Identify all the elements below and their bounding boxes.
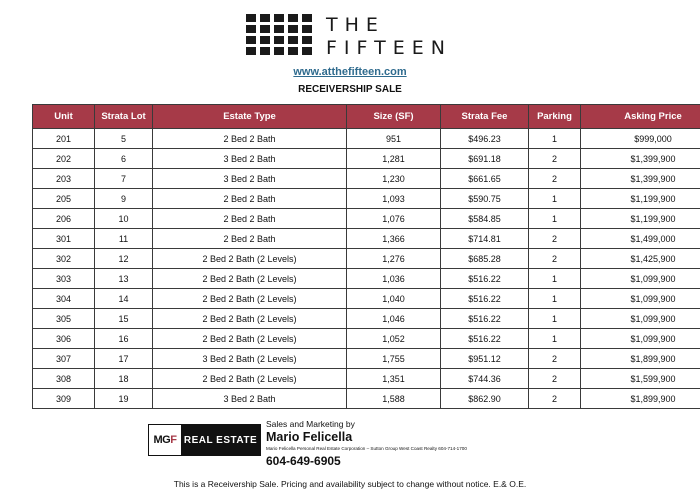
table-row bbox=[33, 349, 700, 369]
table-row bbox=[33, 289, 700, 309]
cell-size: 951 bbox=[347, 129, 441, 149]
cell-asking-price: $1,099,900 bbox=[581, 329, 700, 349]
cell-parking: 2 bbox=[529, 349, 581, 369]
table-row bbox=[33, 129, 700, 149]
cell-asking-price: $1,425,900 bbox=[581, 249, 700, 269]
cell-size: 1,366 bbox=[347, 229, 441, 249]
cell-size: 1,588 bbox=[347, 389, 441, 409]
cell-asking-price: $1,599,900 bbox=[581, 369, 700, 389]
header-unit: Unit bbox=[33, 105, 95, 129]
cell-strata-fee: $714.81 bbox=[441, 229, 529, 249]
mgf-mark bbox=[149, 425, 181, 455]
cell-strata-fee: $516.22 bbox=[441, 329, 529, 349]
cell-strata-fee: $862.90 bbox=[441, 389, 529, 409]
logo-line-1: THE bbox=[326, 14, 385, 36]
cell-strata-fee: $584.85 bbox=[441, 209, 529, 229]
cell-strata-lot: 5 bbox=[95, 129, 153, 149]
header-parking: Parking bbox=[529, 105, 581, 129]
cell-strata-lot: 17 bbox=[95, 349, 153, 369]
cell-parking: 2 bbox=[529, 229, 581, 249]
cell-parking: 1 bbox=[529, 329, 581, 349]
logo-grid-icon bbox=[246, 14, 312, 55]
cell-estate-type: 2 Bed 2 Bath (2 Levels) bbox=[153, 309, 347, 329]
table-row bbox=[33, 389, 700, 409]
logo-mg-text: MG bbox=[153, 434, 171, 446]
table-row bbox=[33, 189, 700, 209]
cell-strata-fee: $691.18 bbox=[441, 149, 529, 169]
cell-strata-fee: $685.28 bbox=[441, 249, 529, 269]
cell-strata-lot: 7 bbox=[95, 169, 153, 189]
cell-strata-fee: $516.22 bbox=[441, 309, 529, 329]
cell-size: 1,351 bbox=[347, 369, 441, 389]
cell-strata-lot: 18 bbox=[95, 369, 153, 389]
cell-parking: 1 bbox=[529, 189, 581, 209]
cell-unit: 202 bbox=[33, 149, 95, 169]
cell-size: 1,040 bbox=[347, 289, 441, 309]
the-fifteen-logo bbox=[246, 14, 452, 60]
cell-size: 1,036 bbox=[347, 269, 441, 289]
cell-strata-lot: 13 bbox=[95, 269, 153, 289]
cell-strata-lot: 6 bbox=[95, 149, 153, 169]
cell-unit: 308 bbox=[33, 369, 95, 389]
cell-unit: 201 bbox=[33, 129, 95, 149]
sales-marketing-label: Sales and Marketing by bbox=[266, 419, 355, 429]
real-estate-mark: REAL ESTATE bbox=[181, 425, 260, 455]
cell-estate-type: 2 Bed 2 Bath (2 Levels) bbox=[153, 249, 347, 269]
cell-size: 1,052 bbox=[347, 329, 441, 349]
document-title: RECEIVERSHIP SALE bbox=[298, 84, 402, 95]
cell-unit: 306 bbox=[33, 329, 95, 349]
cell-strata-fee: $661.65 bbox=[441, 169, 529, 189]
cell-strata-lot: 16 bbox=[95, 329, 153, 349]
cell-estate-type: 2 Bed 2 Bath (2 Levels) bbox=[153, 369, 347, 389]
cell-size: 1,046 bbox=[347, 309, 441, 329]
cell-estate-type: 2 Bed 2 Bath bbox=[153, 209, 347, 229]
header-estate-type: Estate Type bbox=[153, 105, 347, 129]
cell-size: 1,076 bbox=[347, 209, 441, 229]
cell-asking-price: $1,899,900 bbox=[581, 389, 700, 409]
cell-parking: 1 bbox=[529, 129, 581, 149]
website-link[interactable]: www.atthefifteen.com bbox=[293, 66, 407, 78]
cell-strata-fee: $951.12 bbox=[441, 349, 529, 369]
cell-estate-type: 2 Bed 2 Bath (2 Levels) bbox=[153, 289, 347, 309]
cell-estate-type: 3 Bed 2 Bath (2 Levels) bbox=[153, 349, 347, 369]
cell-unit: 203 bbox=[33, 169, 95, 189]
cell-unit: 206 bbox=[33, 209, 95, 229]
table-row bbox=[33, 329, 700, 349]
cell-unit: 303 bbox=[33, 269, 95, 289]
cell-estate-type: 3 Bed 2 Bath bbox=[153, 169, 347, 189]
cell-estate-type: 2 Bed 2 Bath bbox=[153, 129, 347, 149]
table-row bbox=[33, 249, 700, 269]
logo-line-2: FIFTEEN bbox=[326, 37, 452, 59]
table-row bbox=[33, 149, 700, 169]
cell-estate-type: 2 Bed 2 Bath (2 Levels) bbox=[153, 269, 347, 289]
cell-asking-price: $1,399,900 bbox=[581, 149, 700, 169]
cell-unit: 305 bbox=[33, 309, 95, 329]
cell-parking: 2 bbox=[529, 169, 581, 189]
cell-unit: 309 bbox=[33, 389, 95, 409]
table-row bbox=[33, 369, 700, 389]
cell-strata-fee: $516.22 bbox=[441, 289, 529, 309]
table-body bbox=[33, 129, 700, 409]
header-size: Size (SF) bbox=[347, 105, 441, 129]
cell-strata-lot: 9 bbox=[95, 189, 153, 209]
mgf-real-estate-logo bbox=[148, 424, 261, 456]
table-row bbox=[33, 209, 700, 229]
cell-unit: 205 bbox=[33, 189, 95, 209]
cell-strata-lot: 15 bbox=[95, 309, 153, 329]
header-strata-fee: Strata Fee bbox=[441, 105, 529, 129]
table-header-row bbox=[33, 105, 700, 129]
cell-parking: 1 bbox=[529, 289, 581, 309]
cell-strata-fee: $516.22 bbox=[441, 269, 529, 289]
cell-estate-type: 2 Bed 2 Bath bbox=[153, 229, 347, 249]
agent-phone[interactable]: 604-649-6905 bbox=[266, 454, 341, 468]
agent-name: Mario Felicella bbox=[266, 430, 353, 444]
cell-asking-price: $1,099,900 bbox=[581, 309, 700, 329]
cell-asking-price: $1,499,000 bbox=[581, 229, 700, 249]
cell-size: 1,276 bbox=[347, 249, 441, 269]
cell-strata-fee: $590.75 bbox=[441, 189, 529, 209]
cell-size: 1,281 bbox=[347, 149, 441, 169]
cell-parking: 1 bbox=[529, 209, 581, 229]
cell-asking-price: $1,199,900 bbox=[581, 209, 700, 229]
cell-asking-price: $1,899,900 bbox=[581, 349, 700, 369]
listings-table bbox=[32, 104, 700, 409]
cell-size: 1,093 bbox=[347, 189, 441, 209]
cell-estate-type: 2 Bed 2 Bath (2 Levels) bbox=[153, 329, 347, 349]
cell-size: 1,755 bbox=[347, 349, 441, 369]
cell-parking: 2 bbox=[529, 249, 581, 269]
cell-parking: 1 bbox=[529, 309, 581, 329]
table-row bbox=[33, 229, 700, 249]
cell-strata-lot: 10 bbox=[95, 209, 153, 229]
cell-strata-fee: $496.23 bbox=[441, 129, 529, 149]
cell-strata-lot: 11 bbox=[95, 229, 153, 249]
cell-parking: 1 bbox=[529, 269, 581, 289]
logo-wordmark bbox=[326, 14, 452, 60]
disclaimer: This is a Receivership Sale. Pricing and availability subject to change without notice. E.& O.E. bbox=[173, 479, 527, 489]
cell-asking-price: $1,099,900 bbox=[581, 269, 700, 289]
cell-asking-price: $1,099,900 bbox=[581, 289, 700, 309]
cell-unit: 301 bbox=[33, 229, 95, 249]
cell-strata-fee: $744.36 bbox=[441, 369, 529, 389]
cell-strata-lot: 12 bbox=[95, 249, 153, 269]
cell-asking-price: $1,199,900 bbox=[581, 189, 700, 209]
table-row bbox=[33, 169, 700, 189]
cell-strata-lot: 19 bbox=[95, 389, 153, 409]
cell-parking: 2 bbox=[529, 389, 581, 409]
header-strata-lot: Strata Lot bbox=[95, 105, 153, 129]
cell-strata-lot: 14 bbox=[95, 289, 153, 309]
cell-parking: 2 bbox=[529, 149, 581, 169]
cell-asking-price: $999,000 bbox=[581, 129, 700, 149]
header-asking-price: Asking Price bbox=[581, 105, 700, 129]
agent-corporation: Mario Felicella Personal Real Estate Corporation – Sutton Group West Coast Realty 604-714-1700 bbox=[266, 446, 467, 451]
cell-estate-type: 3 Bed 2 Bath bbox=[153, 389, 347, 409]
cell-unit: 307 bbox=[33, 349, 95, 369]
cell-unit: 304 bbox=[33, 289, 95, 309]
table-row bbox=[33, 269, 700, 289]
cell-unit: 302 bbox=[33, 249, 95, 269]
logo-f-text: F bbox=[170, 434, 177, 446]
cell-estate-type: 2 Bed 2 Bath bbox=[153, 189, 347, 209]
cell-asking-price: $1,399,900 bbox=[581, 169, 700, 189]
cell-parking: 2 bbox=[529, 369, 581, 389]
cell-size: 1,230 bbox=[347, 169, 441, 189]
cell-estate-type: 3 Bed 2 Bath bbox=[153, 149, 347, 169]
table-row bbox=[33, 309, 700, 329]
